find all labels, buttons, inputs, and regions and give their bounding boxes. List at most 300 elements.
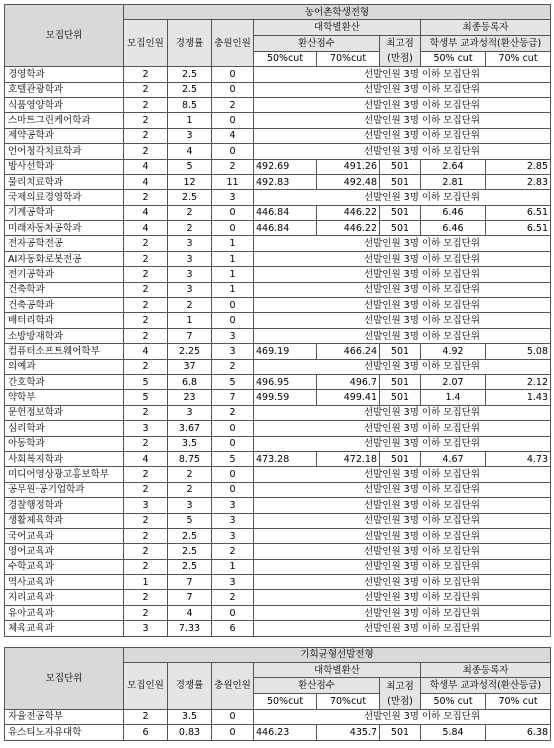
recruit-count: 2 bbox=[124, 267, 168, 282]
recruit-count: 4 bbox=[124, 159, 168, 174]
competition-rate: 1 bbox=[168, 113, 212, 128]
recruit-count: 1 bbox=[124, 575, 168, 590]
additional-count: 0 bbox=[212, 205, 254, 220]
recruit-count: 2 bbox=[124, 298, 168, 313]
admissions-table-equal-opportunity bbox=[4, 647, 551, 741]
grade-cut-70: 1.43 bbox=[486, 390, 551, 405]
max-score: 501 bbox=[380, 344, 421, 359]
max-score: 501 bbox=[380, 159, 421, 174]
score-cut-70: 472.18 bbox=[317, 451, 380, 466]
additional-count: 1 bbox=[212, 236, 254, 251]
competition-rate: 2.5 bbox=[168, 544, 212, 559]
small-quota-note: 선발인원 3명 이하 모집단위 bbox=[254, 313, 551, 328]
additional-count: 4 bbox=[212, 128, 254, 143]
small-quota-note: 선발인원 3명 이하 모집단위 bbox=[254, 405, 551, 420]
small-quota-note: 선발인원 3명 이하 모집단위 bbox=[254, 328, 551, 343]
table-row bbox=[5, 709, 551, 724]
recruit-count: 2 bbox=[124, 128, 168, 143]
score-cut-50: 492.83 bbox=[254, 174, 317, 189]
header-program: 농어촌학생전형 bbox=[124, 5, 551, 20]
dept-name: 약학부 bbox=[5, 390, 124, 405]
dept-name: 사회복지학과 bbox=[5, 451, 124, 466]
competition-rate: 3.67 bbox=[168, 421, 212, 436]
max-score: 501 bbox=[380, 374, 421, 389]
table-row bbox=[5, 344, 551, 359]
additional-count: 0 bbox=[212, 605, 254, 620]
competition-rate: 3 bbox=[168, 498, 212, 513]
table-row bbox=[5, 575, 551, 590]
recruit-count: 4 bbox=[124, 221, 168, 236]
header-recruit: 모집인원 bbox=[124, 20, 168, 67]
grade-cut-70: 6.51 bbox=[486, 221, 551, 236]
dept-name: 제약공학과 bbox=[5, 128, 124, 143]
grade-cut-50: 6.46 bbox=[421, 221, 486, 236]
dept-name: 심리학과 bbox=[5, 421, 124, 436]
additional-count: 3 bbox=[212, 344, 254, 359]
recruit-count: 2 bbox=[124, 313, 168, 328]
additional-count: 2 bbox=[212, 544, 254, 559]
table-row bbox=[5, 221, 551, 236]
grade-cut-70: 6.51 bbox=[486, 205, 551, 220]
grade-cut-70: 2.83 bbox=[486, 174, 551, 189]
competition-rate: 5 bbox=[168, 159, 212, 174]
header-grade: 학생부 교과성적(환산등급) bbox=[421, 678, 551, 694]
table-row bbox=[5, 67, 551, 82]
dept-name: 스마트그린케어학과 bbox=[5, 113, 124, 128]
table-row bbox=[5, 405, 551, 420]
score-cut-70: 446.22 bbox=[317, 221, 380, 236]
table-row bbox=[5, 498, 551, 513]
additional-count: 0 bbox=[212, 82, 254, 97]
recruit-count: 2 bbox=[124, 436, 168, 451]
score-cut-50: 492.69 bbox=[254, 159, 317, 174]
competition-rate: 2 bbox=[168, 205, 212, 220]
grade-cut-70: 6.38 bbox=[486, 725, 551, 740]
dept-name: 전자공학전공 bbox=[5, 236, 124, 251]
dept-name: 경찰행정학과 bbox=[5, 498, 124, 513]
header-competition: 경쟁률 bbox=[168, 663, 212, 710]
table-row bbox=[5, 528, 551, 543]
recruit-count: 2 bbox=[124, 513, 168, 528]
dept-name: 경영학과 bbox=[5, 67, 124, 82]
table-row bbox=[5, 236, 551, 251]
dept-name: 영어교육과 bbox=[5, 544, 124, 559]
header-final-registrant: 최종등록자 bbox=[421, 20, 551, 35]
competition-rate: 2.5 bbox=[168, 528, 212, 543]
dept-name: 간호학과 bbox=[5, 374, 124, 389]
small-quota-note: 선발인원 3명 이하 모집단위 bbox=[254, 621, 551, 636]
additional-count: 0 bbox=[212, 67, 254, 82]
small-quota-note: 선발인원 3명 이하 모집단위 bbox=[254, 513, 551, 528]
recruit-count: 2 bbox=[124, 113, 168, 128]
grade-cut-70: 2.12 bbox=[486, 374, 551, 389]
small-quota-note: 선발인원 3명 이하 모집단위 bbox=[254, 421, 551, 436]
dept-name: 수학교육과 bbox=[5, 559, 124, 574]
small-quota-note: 선발인원 3명 이하 모집단위 bbox=[254, 559, 551, 574]
recruit-count: 2 bbox=[124, 97, 168, 112]
small-quota-note: 선발인원 3명 이하 모집단위 bbox=[254, 67, 551, 82]
score-cut-50: 496.95 bbox=[254, 374, 317, 389]
competition-rate: 3 bbox=[168, 128, 212, 143]
additional-count: 2 bbox=[212, 97, 254, 112]
recruit-count: 2 bbox=[124, 709, 168, 724]
admissions-table-rural bbox=[4, 4, 551, 637]
dept-name: 지리교육과 bbox=[5, 590, 124, 605]
additional-count: 11 bbox=[212, 174, 254, 189]
small-quota-note: 선발인원 3명 이하 모집단위 bbox=[254, 282, 551, 297]
recruit-count: 3 bbox=[124, 498, 168, 513]
header-cut-70: 70%cut bbox=[317, 694, 380, 709]
recruit-count: 2 bbox=[124, 482, 168, 497]
recruit-count: 2 bbox=[124, 282, 168, 297]
header-recruit: 모집인원 bbox=[124, 663, 168, 710]
competition-rate: 0.83 bbox=[168, 725, 212, 740]
dept-name: 미디어영상광고홍보학부 bbox=[5, 467, 124, 482]
small-quota-note: 선발인원 3명 이하 모집단위 bbox=[254, 236, 551, 251]
grade-cut-50: 5.84 bbox=[421, 725, 486, 740]
score-cut-50: 469.19 bbox=[254, 344, 317, 359]
header-score: 환산점수 bbox=[254, 678, 380, 694]
table-row bbox=[5, 82, 551, 97]
score-cut-70: 435.7 bbox=[317, 725, 380, 740]
header-program: 기회균형선발전형 bbox=[124, 647, 551, 662]
dept-name: 역사교육과 bbox=[5, 575, 124, 590]
competition-rate: 2.5 bbox=[168, 559, 212, 574]
small-quota-note: 선발인원 3명 이하 모집단위 bbox=[254, 144, 551, 159]
competition-rate: 7.33 bbox=[168, 621, 212, 636]
small-quota-note: 선발인원 3명 이하 모집단위 bbox=[254, 544, 551, 559]
competition-rate: 6.8 bbox=[168, 374, 212, 389]
table-row bbox=[5, 390, 551, 405]
dept-name: 전기공학과 bbox=[5, 267, 124, 282]
additional-count: 0 bbox=[212, 709, 254, 724]
table-row bbox=[5, 328, 551, 343]
header-cut-50: 50%cut bbox=[254, 694, 317, 709]
competition-rate: 3 bbox=[168, 267, 212, 282]
recruit-count: 2 bbox=[124, 190, 168, 205]
header-grade: 학생부 교과성적(환산등급) bbox=[421, 35, 551, 51]
table-row bbox=[5, 482, 551, 497]
table-row bbox=[5, 298, 551, 313]
dept-name: 물리치료학과 bbox=[5, 174, 124, 189]
small-quota-note: 선발인원 3명 이하 모집단위 bbox=[254, 113, 551, 128]
small-quota-note: 선발인원 3명 이하 모집단위 bbox=[254, 709, 551, 724]
additional-count: 0 bbox=[212, 482, 254, 497]
small-quota-note: 선발인원 3명 이하 모집단위 bbox=[254, 605, 551, 620]
table-row bbox=[5, 205, 551, 220]
table-row bbox=[5, 513, 551, 528]
header-competition: 경쟁률 bbox=[168, 20, 212, 67]
header-max-score: 최고점(만점) bbox=[380, 35, 421, 66]
recruit-count: 2 bbox=[124, 467, 168, 482]
competition-rate: 3 bbox=[168, 251, 212, 266]
table-row bbox=[5, 267, 551, 282]
table-row bbox=[5, 313, 551, 328]
competition-rate: 8.75 bbox=[168, 451, 212, 466]
competition-rate: 2 bbox=[168, 298, 212, 313]
dept-name: 국제의료경영학과 bbox=[5, 190, 124, 205]
competition-rate: 7 bbox=[168, 575, 212, 590]
recruit-count: 4 bbox=[124, 344, 168, 359]
score-cut-50: 446.84 bbox=[254, 221, 317, 236]
small-quota-note: 선발인원 3명 이하 모집단위 bbox=[254, 128, 551, 143]
recruit-count: 5 bbox=[124, 374, 168, 389]
max-score: 501 bbox=[380, 174, 421, 189]
header-conversion: 대학별환산 bbox=[254, 663, 421, 678]
table-row bbox=[5, 251, 551, 266]
dept-name: 공무원·공기업학과 bbox=[5, 482, 124, 497]
competition-rate: 12 bbox=[168, 174, 212, 189]
small-quota-note: 선발인원 3명 이하 모집단위 bbox=[254, 251, 551, 266]
max-score: 501 bbox=[380, 725, 421, 740]
score-cut-50: 473.28 bbox=[254, 451, 317, 466]
recruit-count: 3 bbox=[124, 421, 168, 436]
dept-name: 아동학과 bbox=[5, 436, 124, 451]
additional-count: 7 bbox=[212, 390, 254, 405]
dept-name: AI자동화로봇전공 bbox=[5, 251, 124, 266]
score-cut-70: 491.26 bbox=[317, 159, 380, 174]
additional-count: 3 bbox=[212, 575, 254, 590]
small-quota-note: 선발인원 3명 이하 모집단위 bbox=[254, 482, 551, 497]
dept-name: 컴퓨터소프트웨어학부 bbox=[5, 344, 124, 359]
additional-count: 5 bbox=[212, 374, 254, 389]
recruit-count: 4 bbox=[124, 205, 168, 220]
recruit-count: 2 bbox=[124, 144, 168, 159]
recruit-count: 5 bbox=[124, 390, 168, 405]
small-quota-note: 선발인원 3명 이하 모집단위 bbox=[254, 528, 551, 543]
max-score: 501 bbox=[380, 205, 421, 220]
recruit-count: 4 bbox=[124, 174, 168, 189]
small-quota-note: 선발인원 3명 이하 모집단위 bbox=[254, 467, 551, 482]
grade-cut-70: 4.73 bbox=[486, 451, 551, 466]
additional-count: 1 bbox=[212, 251, 254, 266]
score-cut-50: 446.23 bbox=[254, 725, 317, 740]
max-score: 501 bbox=[380, 390, 421, 405]
header-cut-50: 50%cut bbox=[254, 51, 317, 66]
small-quota-note: 선발인원 3명 이하 모집단위 bbox=[254, 575, 551, 590]
grade-cut-50: 2.81 bbox=[421, 174, 486, 189]
additional-count: 3 bbox=[212, 513, 254, 528]
header-unit: 모집단위 bbox=[5, 647, 124, 709]
dept-name: 식품영양학과 bbox=[5, 97, 124, 112]
dept-name: 배터리학과 bbox=[5, 313, 124, 328]
dept-name: 유스티노자유대학 bbox=[5, 725, 124, 740]
grade-cut-70: 2.85 bbox=[486, 159, 551, 174]
dept-name: 언어청각치료학과 bbox=[5, 144, 124, 159]
grade-cut-50: 6.46 bbox=[421, 205, 486, 220]
table-row bbox=[5, 144, 551, 159]
dept-name: 기계공학과 bbox=[5, 205, 124, 220]
table-row bbox=[5, 159, 551, 174]
grade-cut-50: 4.67 bbox=[421, 451, 486, 466]
recruit-count: 2 bbox=[124, 328, 168, 343]
header-max-score: 최고점(만점) bbox=[380, 678, 421, 709]
grade-cut-50: 2.64 bbox=[421, 159, 486, 174]
small-quota-note: 선발인원 3명 이하 모집단위 bbox=[254, 267, 551, 282]
recruit-count: 2 bbox=[124, 405, 168, 420]
competition-rate: 2.5 bbox=[168, 190, 212, 205]
table-row bbox=[5, 190, 551, 205]
small-quota-note: 선발인원 3명 이하 모집단위 bbox=[254, 82, 551, 97]
recruit-count: 2 bbox=[124, 236, 168, 251]
recruit-count: 6 bbox=[124, 725, 168, 740]
score-cut-70: 466.24 bbox=[317, 344, 380, 359]
additional-count: 0 bbox=[212, 421, 254, 436]
competition-rate: 3 bbox=[168, 282, 212, 297]
header-additional: 충원인원 bbox=[212, 20, 254, 67]
recruit-count: 2 bbox=[124, 251, 168, 266]
score-cut-70: 496.7 bbox=[317, 374, 380, 389]
dept-name: 생활체육학과 bbox=[5, 513, 124, 528]
table-row bbox=[5, 359, 551, 374]
recruit-count: 2 bbox=[124, 359, 168, 374]
additional-count: 1 bbox=[212, 559, 254, 574]
grade-cut-50: 2.07 bbox=[421, 374, 486, 389]
recruit-count: 4 bbox=[124, 451, 168, 466]
additional-count: 2 bbox=[212, 590, 254, 605]
additional-count: 0 bbox=[212, 113, 254, 128]
small-quota-note: 선발인원 3명 이하 모집단위 bbox=[254, 590, 551, 605]
competition-rate: 4 bbox=[168, 144, 212, 159]
grade-cut-50: 1.4 bbox=[421, 390, 486, 405]
small-quota-note: 선발인원 3명 이하 모집단위 bbox=[254, 498, 551, 513]
table-row bbox=[5, 421, 551, 436]
competition-rate: 2 bbox=[168, 221, 212, 236]
competition-rate: 2.5 bbox=[168, 67, 212, 82]
dept-name: 의예과 bbox=[5, 359, 124, 374]
score-cut-70: 492.48 bbox=[317, 174, 380, 189]
additional-count: 3 bbox=[212, 498, 254, 513]
additional-count: 0 bbox=[212, 436, 254, 451]
competition-rate: 4 bbox=[168, 605, 212, 620]
table-row bbox=[5, 451, 551, 466]
dept-name: 건축공학과 bbox=[5, 298, 124, 313]
table-row bbox=[5, 282, 551, 297]
score-cut-50: 499.59 bbox=[254, 390, 317, 405]
header-cut-70: 70%cut bbox=[317, 51, 380, 66]
dept-name: 소방방재학과 bbox=[5, 328, 124, 343]
recruit-count: 2 bbox=[124, 82, 168, 97]
competition-rate: 8.5 bbox=[168, 97, 212, 112]
table-row bbox=[5, 590, 551, 605]
table-row bbox=[5, 128, 551, 143]
recruit-count: 2 bbox=[124, 559, 168, 574]
score-cut-70: 499.41 bbox=[317, 390, 380, 405]
competition-rate: 3 bbox=[168, 405, 212, 420]
competition-rate: 2 bbox=[168, 467, 212, 482]
dept-name: 유아교육과 bbox=[5, 605, 124, 620]
additional-count: 3 bbox=[212, 328, 254, 343]
table-row bbox=[5, 113, 551, 128]
small-quota-note: 선발인원 3명 이하 모집단위 bbox=[254, 436, 551, 451]
additional-count: 0 bbox=[212, 221, 254, 236]
table-row bbox=[5, 436, 551, 451]
competition-rate: 5 bbox=[168, 513, 212, 528]
header-final-registrant: 최종등록자 bbox=[421, 663, 551, 678]
header-additional: 충원인원 bbox=[212, 663, 254, 710]
recruit-count: 2 bbox=[124, 544, 168, 559]
table-row bbox=[5, 467, 551, 482]
additional-count: 3 bbox=[212, 528, 254, 543]
competition-rate: 3 bbox=[168, 236, 212, 251]
competition-rate: 3.5 bbox=[168, 436, 212, 451]
dept-name: 문헌정보학과 bbox=[5, 405, 124, 420]
table-row bbox=[5, 725, 551, 740]
table-row bbox=[5, 621, 551, 636]
competition-rate: 1 bbox=[168, 313, 212, 328]
table-row bbox=[5, 97, 551, 112]
header-conversion: 대학별환산 bbox=[254, 20, 421, 35]
dept-name: 체육교육과 bbox=[5, 621, 124, 636]
table-row bbox=[5, 374, 551, 389]
header-grade-50: 50% cut bbox=[421, 51, 486, 66]
additional-count: 0 bbox=[212, 467, 254, 482]
competition-rate: 7 bbox=[168, 590, 212, 605]
additional-count: 1 bbox=[212, 267, 254, 282]
competition-rate: 7 bbox=[168, 328, 212, 343]
competition-rate: 23 bbox=[168, 390, 212, 405]
competition-rate: 2.5 bbox=[168, 82, 212, 97]
small-quota-note: 선발인원 3명 이하 모집단위 bbox=[254, 359, 551, 374]
recruit-count: 2 bbox=[124, 528, 168, 543]
table-row bbox=[5, 605, 551, 620]
score-cut-50: 446.84 bbox=[254, 205, 317, 220]
competition-rate: 37 bbox=[168, 359, 212, 374]
additional-count: 5 bbox=[212, 451, 254, 466]
additional-count: 0 bbox=[212, 725, 254, 740]
small-quota-note: 선발인원 3명 이하 모집단위 bbox=[254, 97, 551, 112]
competition-rate: 2 bbox=[168, 482, 212, 497]
table-row bbox=[5, 174, 551, 189]
dept-name: 방사선학과 bbox=[5, 159, 124, 174]
header-unit: 모집단위 bbox=[5, 5, 124, 67]
max-score: 501 bbox=[380, 221, 421, 236]
additional-count: 1 bbox=[212, 282, 254, 297]
dept-name: 자율전공학부 bbox=[5, 709, 124, 724]
recruit-count: 2 bbox=[124, 590, 168, 605]
additional-count: 2 bbox=[212, 405, 254, 420]
dept-name: 국어교육과 bbox=[5, 528, 124, 543]
additional-count: 2 bbox=[212, 359, 254, 374]
competition-rate: 2.25 bbox=[168, 344, 212, 359]
grade-cut-70: 5.08 bbox=[486, 344, 551, 359]
table-row bbox=[5, 544, 551, 559]
dept-name: 건축학과 bbox=[5, 282, 124, 297]
small-quota-note: 선발인원 3명 이하 모집단위 bbox=[254, 190, 551, 205]
max-score: 501 bbox=[380, 451, 421, 466]
header-score: 환산점수 bbox=[254, 35, 380, 51]
table-row bbox=[5, 559, 551, 574]
header-grade-70: 70% cut bbox=[486, 51, 551, 66]
header-grade-70: 70% cut bbox=[486, 694, 551, 709]
grade-cut-50: 4.92 bbox=[421, 344, 486, 359]
dept-name: 미래자동차공학과 bbox=[5, 221, 124, 236]
additional-count: 2 bbox=[212, 159, 254, 174]
score-cut-70: 446.22 bbox=[317, 205, 380, 220]
recruit-count: 2 bbox=[124, 67, 168, 82]
recruit-count: 2 bbox=[124, 605, 168, 620]
additional-count: 3 bbox=[212, 190, 254, 205]
additional-count: 0 bbox=[212, 298, 254, 313]
header-grade-50: 50% cut bbox=[421, 694, 486, 709]
competition-rate: 3.5 bbox=[168, 709, 212, 724]
additional-count: 0 bbox=[212, 144, 254, 159]
small-quota-note: 선발인원 3명 이하 모집단위 bbox=[254, 298, 551, 313]
recruit-count: 3 bbox=[124, 621, 168, 636]
additional-count: 0 bbox=[212, 313, 254, 328]
dept-name: 호텔관광학과 bbox=[5, 82, 124, 97]
additional-count: 6 bbox=[212, 621, 254, 636]
